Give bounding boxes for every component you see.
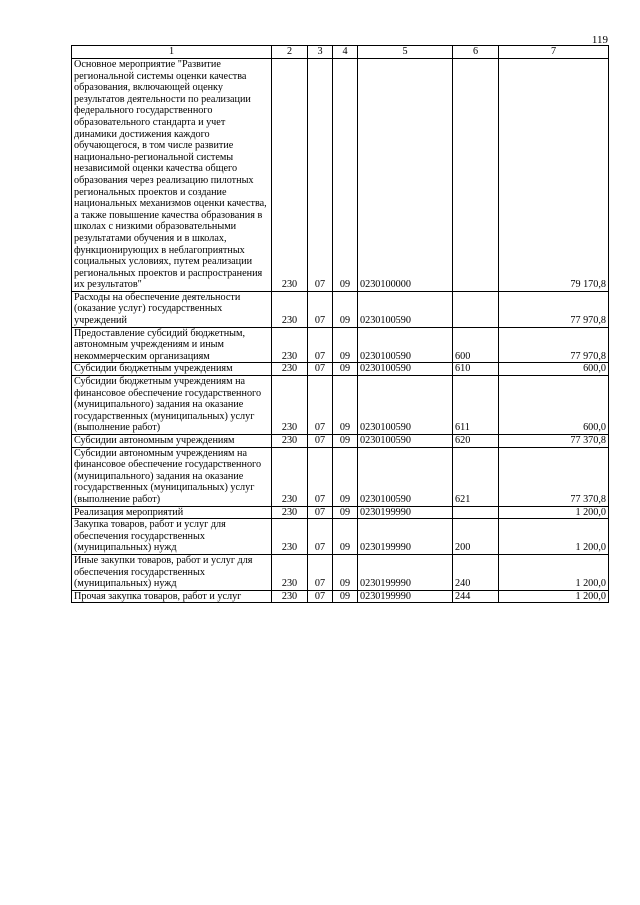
table-row xyxy=(72,376,609,435)
amount: 1 200,0 xyxy=(499,506,609,519)
item-name: Субсидии бюджетным учреждениям на финансовое обеспечение государственного (муниципального) задания на оказание государственных (муниципальных) услуг (выполнение работ) xyxy=(72,376,272,435)
section-code: 07 xyxy=(308,59,333,292)
grbs-code: 230 xyxy=(272,506,308,519)
grbs-code: 230 xyxy=(272,447,308,506)
subsection-code: 09 xyxy=(333,363,358,376)
item-name: Иные закупки товаров, работ и услуг для обеспечения государственных (муниципальных) нужд xyxy=(72,554,272,590)
target-article-code: 0230100590 xyxy=(358,291,453,327)
table-row xyxy=(72,447,609,506)
target-article-code: 0230100000 xyxy=(358,59,453,292)
column-header: 3 xyxy=(308,46,333,59)
amount: 1 200,0 xyxy=(499,519,609,555)
subsection-code: 09 xyxy=(333,327,358,363)
expense-type-code: 621 xyxy=(453,447,499,506)
expense-type-code: 600 xyxy=(453,327,499,363)
section-code: 07 xyxy=(308,447,333,506)
target-article-code: 0230199990 xyxy=(358,506,453,519)
column-header: 2 xyxy=(272,46,308,59)
column-header: 4 xyxy=(333,46,358,59)
column-header: 7 xyxy=(499,46,609,59)
page-number: 119 xyxy=(591,34,608,46)
target-article-code: 0230100590 xyxy=(358,363,453,376)
item-name: Субсидии автономным учреждениям xyxy=(72,435,272,448)
table-row xyxy=(72,590,609,603)
item-name: Предоставление субсидий бюджетным, автономным учреждениям и иным некоммерческим организациям xyxy=(72,327,272,363)
subsection-code: 09 xyxy=(333,376,358,435)
section-code: 07 xyxy=(308,554,333,590)
amount: 77 370,8 xyxy=(499,447,609,506)
budget-table xyxy=(71,45,609,603)
table-row xyxy=(72,435,609,448)
table-row xyxy=(72,59,609,292)
item-name: Прочая закупка товаров, работ и услуг xyxy=(72,590,272,603)
grbs-code: 230 xyxy=(272,435,308,448)
item-name: Расходы на обеспечение деятельности (оказание услуг) государственных учреждений xyxy=(72,291,272,327)
expense-type-code: 610 xyxy=(453,363,499,376)
grbs-code: 230 xyxy=(272,590,308,603)
target-article-code: 0230199990 xyxy=(358,554,453,590)
section-code: 07 xyxy=(308,363,333,376)
table-row xyxy=(72,327,609,363)
section-code: 07 xyxy=(308,506,333,519)
target-article-code: 0230100590 xyxy=(358,376,453,435)
target-article-code: 0230199990 xyxy=(358,590,453,603)
subsection-code: 09 xyxy=(333,506,358,519)
item-name: Основное мероприятие "Развитие региональной системы оценки качества образования, включающей оценку результатов деятельности по реализации федерального государственного образовательного стандарта и учет динамики достижения каждого обучающегося, в том числе развитие национально-региональной системы независимой оценки качества общего образования через реализацию пилотных региональных проектов и создание национальных механизмов оценки качества, а также повышение качества образования в школах с низкими образовательными результатами обучения и в школах, функционирующих в неблагоприятных социальных условиях, путем реализации региональных проектов и распространения их результатов" xyxy=(72,59,272,292)
section-code: 07 xyxy=(308,519,333,555)
amount: 600,0 xyxy=(499,376,609,435)
grbs-code: 230 xyxy=(272,291,308,327)
grbs-code: 230 xyxy=(272,519,308,555)
section-code: 07 xyxy=(308,327,333,363)
amount: 1 200,0 xyxy=(499,590,609,603)
section-code: 07 xyxy=(308,590,333,603)
table-row xyxy=(72,519,609,555)
expense-type-code: 240 xyxy=(453,554,499,590)
grbs-code: 230 xyxy=(272,376,308,435)
expense-type-code: 611 xyxy=(453,376,499,435)
section-code: 07 xyxy=(308,291,333,327)
amount: 77 370,8 xyxy=(499,435,609,448)
subsection-code: 09 xyxy=(333,554,358,590)
target-article-code: 0230199990 xyxy=(358,519,453,555)
table-row xyxy=(72,506,609,519)
subsection-code: 09 xyxy=(333,59,358,292)
column-header: 1 xyxy=(72,46,272,59)
section-code: 07 xyxy=(308,435,333,448)
subsection-code: 09 xyxy=(333,447,358,506)
column-header: 6 xyxy=(453,46,499,59)
subsection-code: 09 xyxy=(333,519,358,555)
item-name: Закупка товаров, работ и услуг для обеспечения государственных (муниципальных) нужд xyxy=(72,519,272,555)
expense-type-code: 620 xyxy=(453,435,499,448)
expense-type-code: 200 xyxy=(453,519,499,555)
expense-type-code: 244 xyxy=(453,590,499,603)
table-row xyxy=(72,554,609,590)
amount: 77 970,8 xyxy=(499,291,609,327)
table-row xyxy=(72,291,609,327)
amount: 77 970,8 xyxy=(499,327,609,363)
target-article-code: 0230100590 xyxy=(358,435,453,448)
header-row xyxy=(72,46,609,59)
item-name: Субсидии бюджетным учреждениям xyxy=(72,363,272,376)
grbs-code: 230 xyxy=(272,327,308,363)
expense-type-code xyxy=(453,506,499,519)
grbs-code: 230 xyxy=(272,554,308,590)
amount: 79 170,8 xyxy=(499,59,609,292)
grbs-code: 230 xyxy=(272,59,308,292)
section-code: 07 xyxy=(308,376,333,435)
item-name: Реализация мероприятий xyxy=(72,506,272,519)
column-header: 5 xyxy=(358,46,453,59)
subsection-code: 09 xyxy=(333,291,358,327)
expense-type-code xyxy=(453,59,499,292)
target-article-code: 0230100590 xyxy=(358,327,453,363)
grbs-code: 230 xyxy=(272,363,308,376)
target-article-code: 0230100590 xyxy=(358,447,453,506)
expense-type-code xyxy=(453,291,499,327)
subsection-code: 09 xyxy=(333,435,358,448)
table-row xyxy=(72,363,609,376)
subsection-code: 09 xyxy=(333,590,358,603)
amount: 1 200,0 xyxy=(499,554,609,590)
item-name: Субсидии автономным учреждениям на финансовое обеспечение государственного (муниципального) задания на оказание государственных (муниципальных) услуг (выполнение работ) xyxy=(72,447,272,506)
amount: 600,0 xyxy=(499,363,609,376)
